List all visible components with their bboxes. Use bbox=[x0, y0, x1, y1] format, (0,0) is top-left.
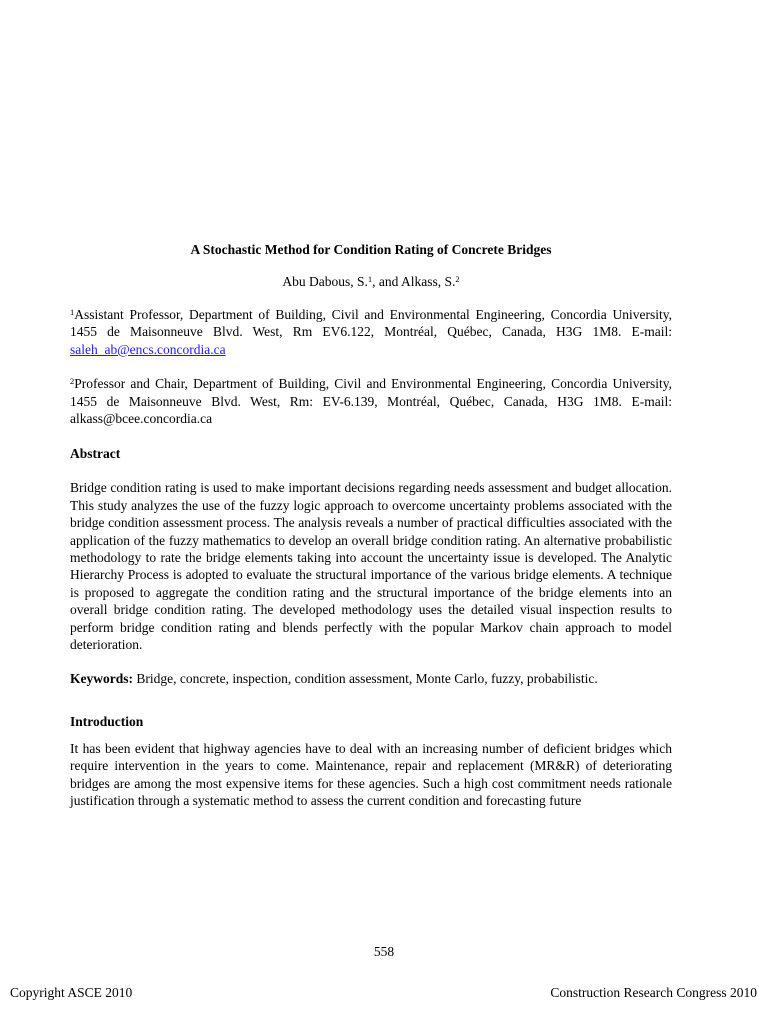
author-2-superscript: 2 bbox=[455, 274, 460, 284]
page-number: 558 bbox=[373, 944, 395, 959]
keywords-paragraph bbox=[70, 670, 672, 687]
abstract-heading: Abstract bbox=[70, 446, 121, 462]
affiliation-1-superscript: 1 bbox=[70, 307, 75, 317]
affiliation-1-text: Assistant Professor, Department of Building, Civil and Environmental Engineering, Concordia University, 1455 de Maisonneuve Blvd. West, Rm EV6.122, Montréal, Québec, Canada, H3G 1M8. E-mail: bbox=[70, 307, 672, 340]
affiliation-2-superscript: 2 bbox=[70, 376, 75, 387]
email-author-2: alkass@bcee.concordia.ca bbox=[70, 411, 213, 427]
keywords-text: Bridge, concrete, inspection, condition assessment, Monte Carlo, fuzzy, probabilistic. bbox=[133, 670, 598, 686]
author-1-superscript: 1 bbox=[367, 274, 373, 284]
paper-title: A Stochastic Method for Condition Rating of Concrete Bridges bbox=[190, 242, 552, 257]
affiliation-2-text: Professor and Chair, Department of Building, Civil and Environmental Engineering, Concordia University, 1455 de Maisonneuve Blvd. West, Rm: EV-6.139, Montréal, Québec, Canada, H3G 1M8. E-mail: bbox=[70, 376, 672, 409]
footer-copyright: Copyright ASCE 2010 bbox=[10, 985, 133, 1000]
footer-conference: Construction Research Congress 2010 bbox=[550, 985, 757, 1000]
paper-content bbox=[70, 240, 672, 810]
author-2-name: , and Alkass, S. bbox=[372, 274, 456, 289]
affiliation-1 bbox=[70, 306, 672, 358]
introduction-body: It has been evident that highway agencies have to deal with an increasing number of deficient bridges which require intervention in the years to come. Maintenance, repair and replacement (MR&R) of deteriorating bridges are among the most expensive items for these agencies. Such a high cost commitment needs rationale justification through a systematic method to assess the current condition and forecasting future bbox=[70, 740, 672, 809]
author-line bbox=[70, 272, 672, 292]
email-link-author-1[interactable]: saleh_ab@encs.concordia.ca bbox=[70, 341, 226, 357]
introduction-heading: Introduction bbox=[70, 713, 144, 729]
author-1-name: Abu Dabous, S. bbox=[282, 274, 368, 289]
keywords-label: Keywords: bbox=[70, 670, 133, 686]
affiliation-2 bbox=[70, 375, 672, 427]
abstract-body: Bridge condition rating is used to make important decisions regarding needs assessment and budget allocation. This study analyzes the use of the fuzzy logic approach to overcome uncertainty problems associated with the bridge condition assessment process. The analysis reveals a number of practical difficulties associated with the application of the fuzzy mathematics to develop an overall bridge condition rating. An alternative probabilistic methodology to rate the bridge elements taking into account the uncertainty issue is developed. The Analytic Hierarchy Process is adopted to evaluate the structural importance of the various bridge elements. A technique is proposed to aggregate the condition rating and the structural importance of the bridge elements into an overall bridge condition rating. The developed methodology uses the detailed visual inspection results to perform bridge condition rating and blends perfectly with the popular Markov chain approach to model deterioration. bbox=[70, 480, 672, 653]
